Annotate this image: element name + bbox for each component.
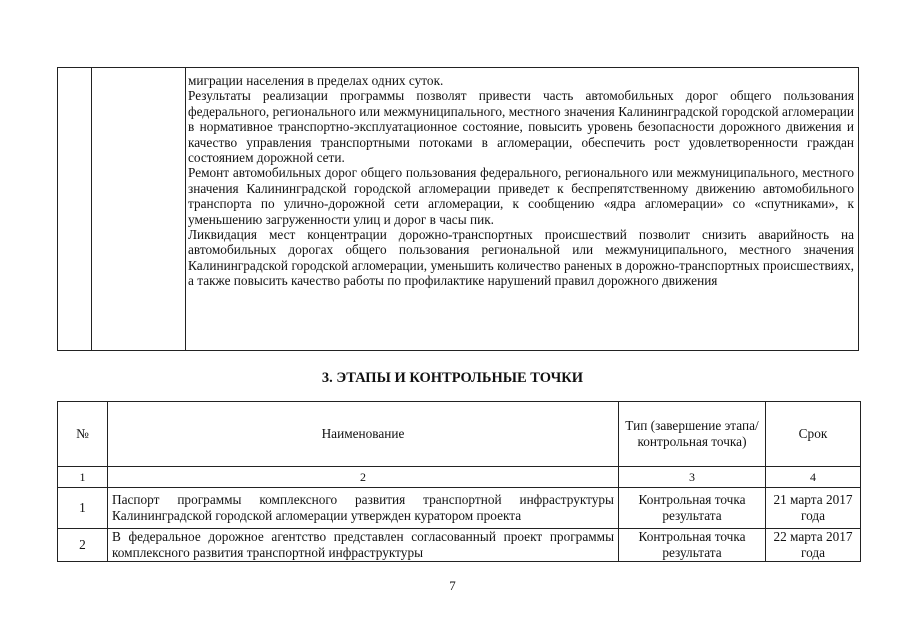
column-number: 4 bbox=[766, 467, 861, 488]
row-number: 1 bbox=[58, 488, 108, 529]
row-deadline: 22 марта 2017 года bbox=[766, 529, 861, 562]
column-number: 3 bbox=[619, 467, 766, 488]
results-paragraph: Результаты реализации программы позволят привести часть автомобильных дорог общего пользования федерального, регионального или межмуниципального, местного значения Калининградской городской агломерации в нормативное транспортно-эксплуатационное состояние, повысить уровень безопасности дорожного движения и качество управления транспортными потоками в агломерации, обеспечить рост удовлетворенности граждан состоянием дорожной сети. bbox=[188, 88, 854, 166]
column-number: 2 bbox=[108, 467, 619, 488]
column-number-row bbox=[58, 467, 861, 488]
header-name: Наименование bbox=[108, 402, 619, 467]
section-title: 3. ЭТАПЫ И КОНТРОЛЬНЫЕ ТОЧКИ bbox=[321, 370, 584, 386]
row-name: Паспорт программы комплексного развития транспортной инфраструктуры Калининградской городской агломерации утвержден куратором проекта bbox=[108, 488, 619, 529]
row-type: Контрольная точка результата bbox=[619, 488, 766, 529]
continuation-label-column bbox=[91, 68, 186, 350]
continuation-number-column bbox=[58, 68, 92, 350]
row-type: Контрольная точка результата bbox=[619, 529, 766, 562]
stages-table bbox=[57, 401, 861, 562]
repair-paragraph: Ремонт автомобильных дорог общего пользования федерального, регионального или межмуниципального, местного значения Калининградской городской агломерации приведет к беспрепятственному движению автомобильного транспорта по улично-дорожной сети агломерации, к сообщению «ядра агломерации» со «спутниками», к уменьшению загруженности улиц и дорог в часы пик. bbox=[188, 165, 854, 227]
accident-paragraph: Ликвидация мест концентрации дорожно-транспортных происшествий позволит снизить аварийность на автомобильных дорогах общего пользования региональной или межмуниципального, местного значения Калининградской городской агломерации, уменьшить количество раненых в дорожно-транспортных происшествиях, а также повысить качество работы по профилактике нарушений правил дорожного движения bbox=[188, 227, 854, 289]
table-header-row bbox=[58, 402, 861, 467]
row-number: 2 bbox=[58, 529, 108, 562]
page-number: 7 bbox=[449, 578, 456, 593]
continuation-table bbox=[57, 67, 859, 351]
table-row bbox=[58, 529, 861, 562]
header-number: № bbox=[58, 402, 108, 467]
continuation-text-cell bbox=[188, 73, 854, 289]
row-deadline: 21 марта 2017 года bbox=[766, 488, 861, 529]
continuation-paragraph: миграции населения в пределах одних суток. bbox=[188, 73, 444, 88]
table-row bbox=[58, 488, 861, 529]
column-number: 1 bbox=[58, 467, 108, 488]
header-type: Тип (завершение этапа/контрольная точка) bbox=[619, 402, 766, 467]
header-deadline: Срок bbox=[766, 402, 861, 467]
row-name: В федеральное дорожное агентство представлен согласованный проект программы комплексного развития транспортной инфраструктуры bbox=[108, 529, 619, 562]
